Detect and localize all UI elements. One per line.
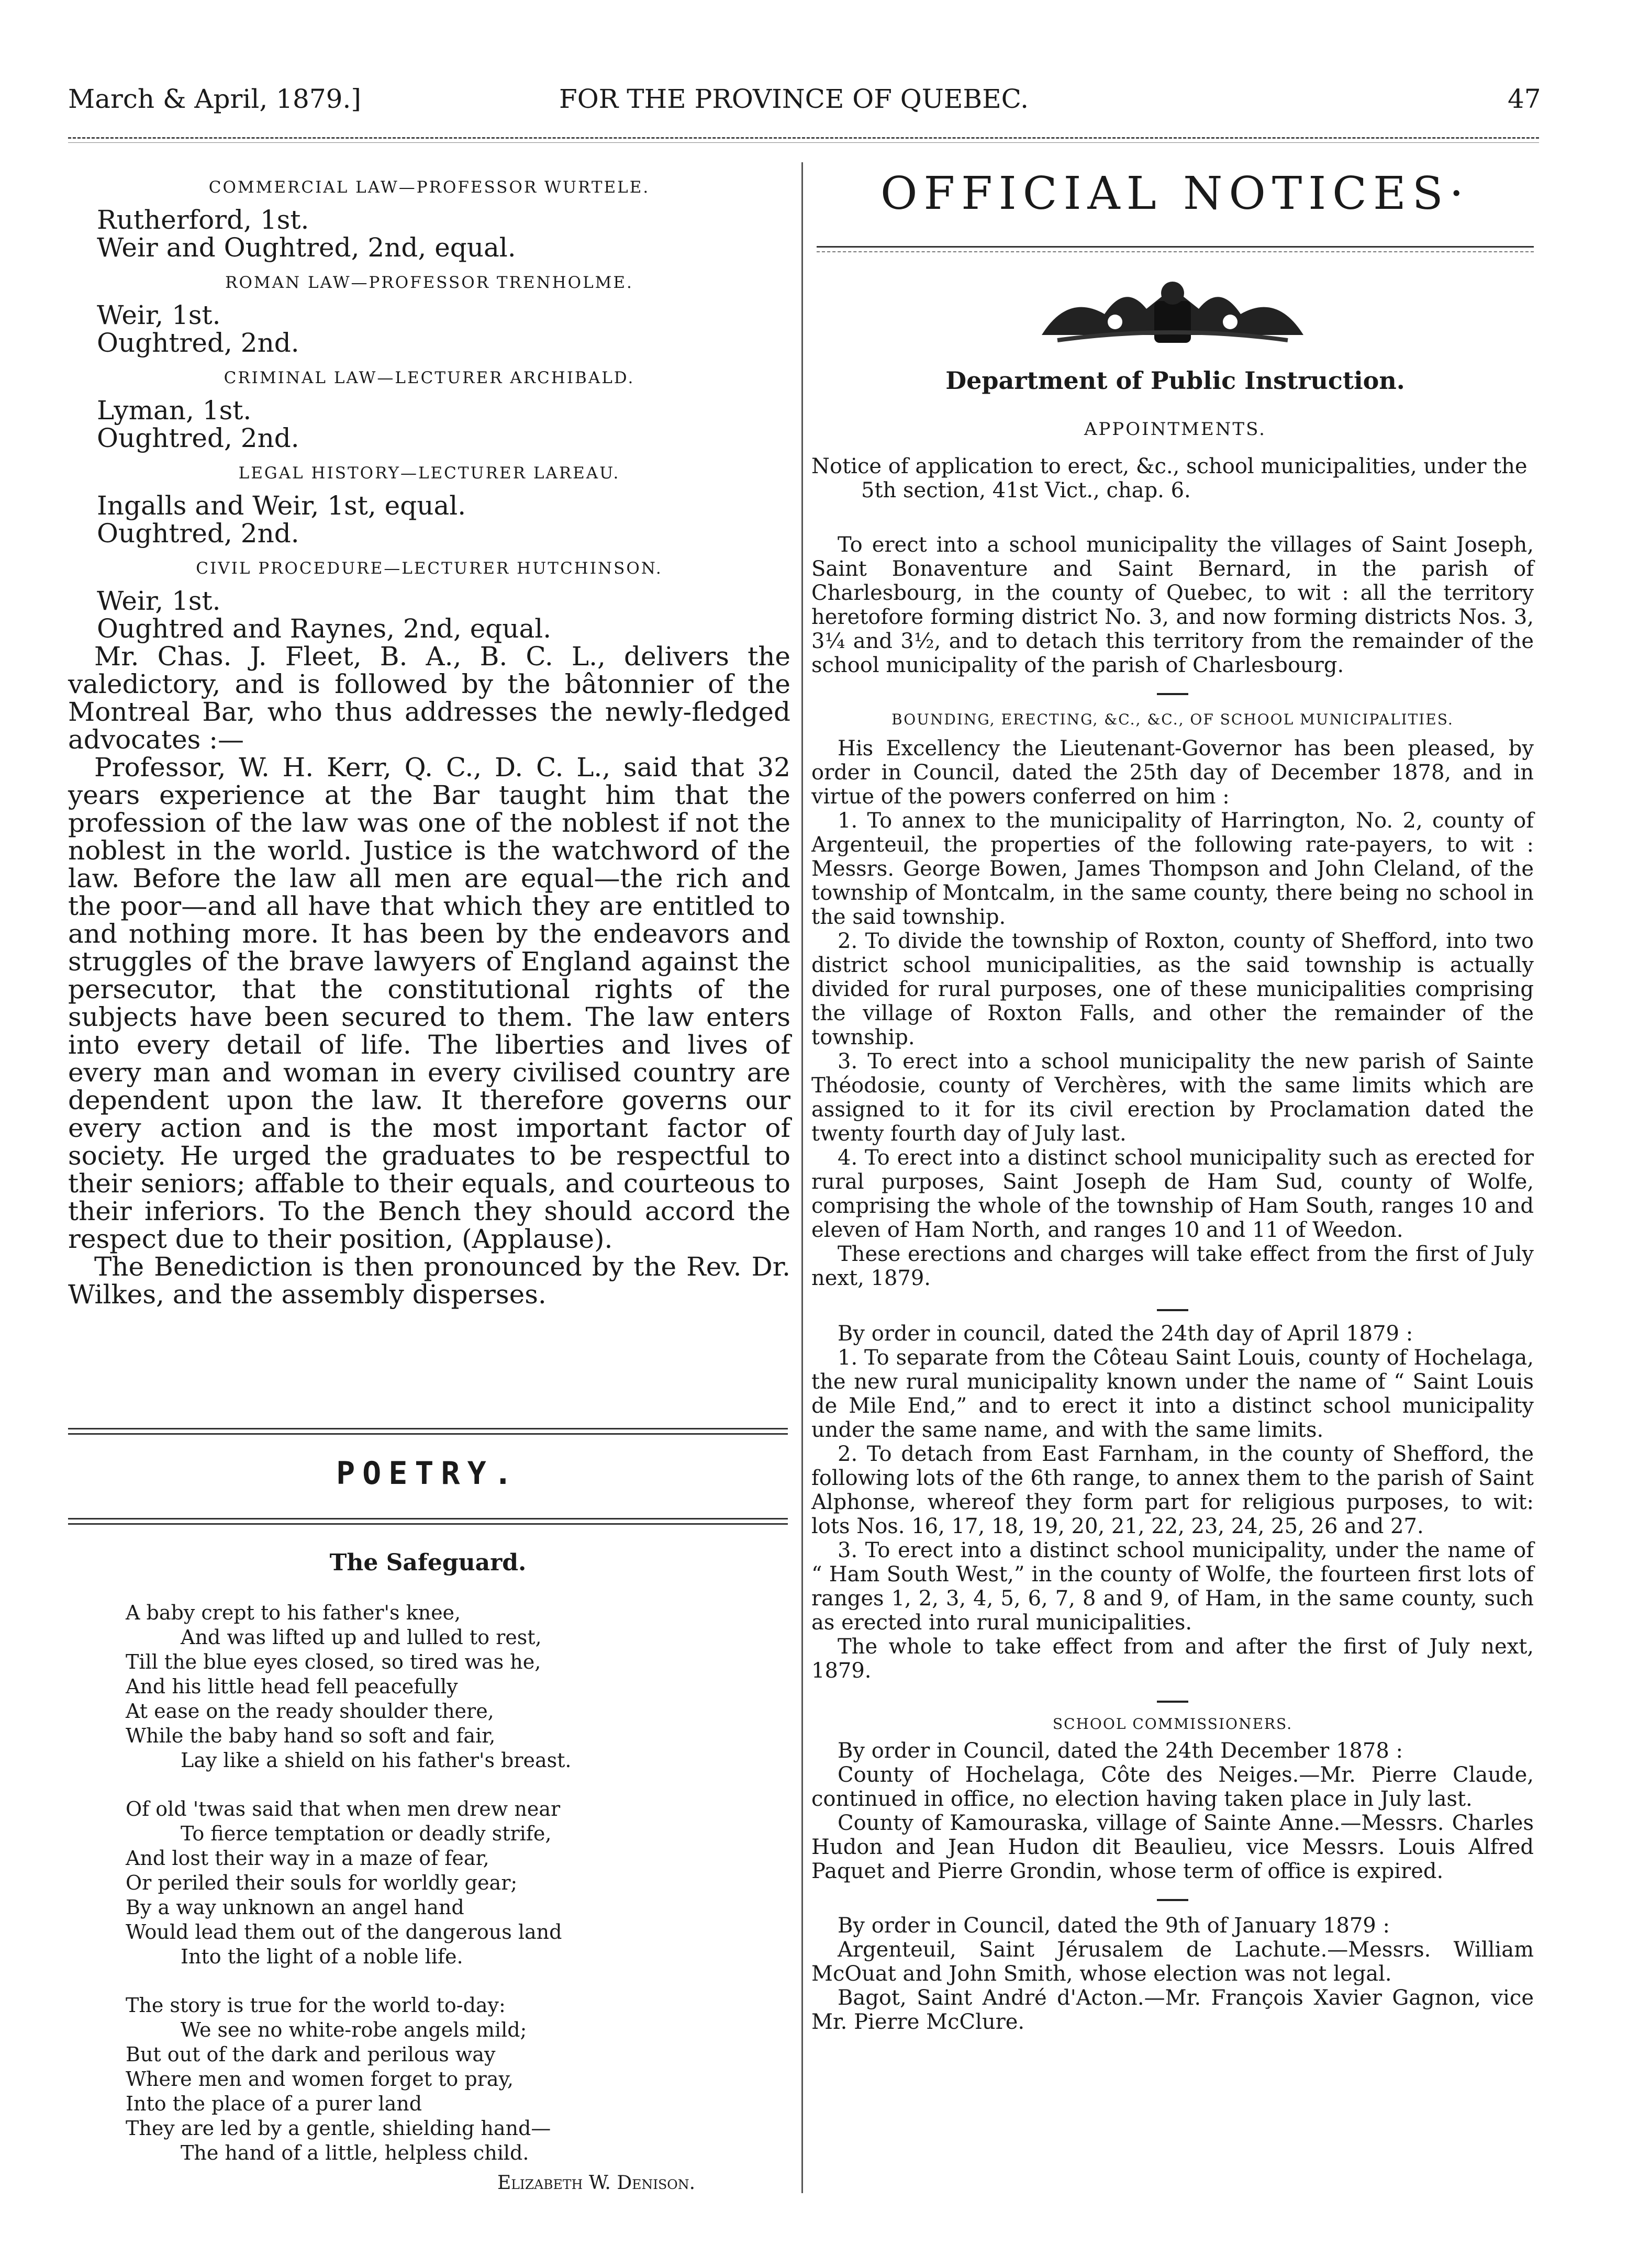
poem-line: Into the light of a noble life. <box>181 1945 463 1968</box>
course-heading: ROMAN LAW—PROFESSOR TRENHOLME. <box>225 273 633 292</box>
bounding-item: 2. To divide the township of Roxton, county of Shefford, into two district school municipalities, as the said township is actually divided for rural purposes, one of these municipalities comprising the village of Roxton Falls, and other the remainder of the township. <box>811 929 1534 1049</box>
poem-line: Into the place of a purer land <box>126 2092 422 2115</box>
april-item: 2. To detach from East Farnham, in the county of Shefford, the following lots of the 6th range, to annex them to the parish of Saint Alphonse, whereof they form part for religious purposes, to wit: lots Nos. 16, 17, 18, 19, 20, 21, 22, 23, 24, 25, 26 and 27. <box>811 1442 1534 1538</box>
poem-line: And was lifted up and lulled to rest, <box>181 1626 542 1649</box>
poetry-rule-top-2 <box>68 1433 788 1435</box>
bounding-item: 3. To erect into a school municipality the new parish of Sainte Théodosie, county of Verchères, with the same limits which are assigned to it for its civil erection by Proclamation dated the twenty fourth day of July last. <box>811 1049 1534 1146</box>
april-item: The whole to take effect from and after the first of July next, 1879. <box>811 1635 1534 1683</box>
poem-line: By a way unknown an angel hand <box>126 1896 464 1919</box>
commissioners-heading: SCHOOL COMMISSIONERS. <box>1052 1715 1293 1733</box>
poem-body <box>126 1601 785 2165</box>
left-column <box>68 178 790 1309</box>
poem-author: Elizabeth W. Denison. <box>497 2172 696 2194</box>
poem-line: A baby crept to his father's knee, <box>126 1601 461 1624</box>
exam-results <box>68 178 790 643</box>
course-heading: CIVIL PROCEDURE—LECTURER HUTCHINSON. <box>196 559 663 578</box>
bounding-heading: BOUNDING, ERECTING, &C., &C., OF SCHOOL MUNICIPALITIES. <box>891 711 1454 728</box>
paragraph-1: To erect into a school municipality the villages of Saint Joseph, Saint Bonaventure and Saint Bernard, in the parish of Charlesbourg, in the county of Quebec, to wit : all the territory heretofore forming district No. 3, and now forming districts Nos. 3, 3¼ and 3½, and to detach this territory from the remainder of the school municipality of the parish of Charlesbourg. <box>811 533 1534 677</box>
january-items <box>811 1938 1534 2034</box>
commissioners-items <box>811 1763 1534 1883</box>
poem-line: And his little head fell peacefully <box>126 1675 458 1698</box>
paragraph: Mr. Chas. J. Fleet, B. A., B. C. L., delivers the valedictory, and is followed by the bâtonnier of the Montreal Bar, who thus addresses the newly-fledged advocates :— <box>68 641 790 755</box>
commissioners-intro: By order in Council, dated the 24th December 1878 : <box>838 1739 1403 1763</box>
april-items <box>811 1346 1534 1683</box>
paragraph: Professor, W. H. Kerr, Q. C., D. C. L., said that 32 years experience at the Bar taught him that the profession of the law was one of the noblest if not the noblest in the world. Justice is the watchword of the law. Before the law all men are equal—the rich and the poor—and all have that which they are entitled to and nothing more. It has been by the endeavors and struggles of the brave lawyers of England against the persecutor, that the constitutional rights of the subjects have been secured to them. The law enters into every detail of life. The liberties and lives of every man and woman in every civilised country are dependent upon the law. It therefore governs our every action and is the most important factor of society. He urged the graduates to be respectful to their seniors; affable to their equals, and courteous to their inferiors. To the Bench they should accord the respect due to their position, (Applause). <box>68 752 790 1254</box>
january-item: Bagot, Saint André d'Acton.—Mr. François Xavier Gagnon, vice Mr. Pierre McClure. <box>811 1986 1534 2034</box>
poem-line: And lost their way in a maze of fear, <box>126 1847 489 1870</box>
poem-line: The story is true for the world to-day: <box>126 1994 506 2017</box>
header-rule <box>68 137 1539 139</box>
header-rule-thin <box>68 142 1539 143</box>
paragraph: The Benediction is then pronounced by the Rev. Dr. Wilkes, and the assembly disperses. <box>68 1252 790 1310</box>
poem-line: We see no white-robe angels mild; <box>181 2018 527 2041</box>
official-notices-title: OFFICIAL NOTICES· <box>880 167 1470 220</box>
bounding-items <box>811 809 1534 1290</box>
page-number: 47 <box>1508 84 1541 114</box>
notices-rule-2 <box>817 251 1534 252</box>
poem-line: Of old 'twas said that when men drew near <box>126 1797 561 1820</box>
bounding-item: 1. To annex to the municipality of Harrington, No. 2, county of Argenteuil, the properties of the following rate-payers, to wit : Messrs. George Bowen, James Thompson and John Cleland, of the township of Montcalm, in the same county, there being no school in the said township. <box>811 809 1534 929</box>
commissioner-item: County of Kamouraska, village of Sainte Anne.—Messrs. Charles Hudon and Jean Hudon dit Beaulieu, vice Messrs. Louis Alfred Paquet and Pierre Grondin, whose term of office is expired. <box>811 1811 1534 1883</box>
column-divider <box>801 162 803 2193</box>
april-item: 3. To erect into a distinct school municipality, under the name of “ Ham South West,” in the county of Wolfe, the fourteen first lots of ranges 1, 2, 3, 4, 5, 6, 7, 8 and 9, of Ham, in the same county, such as erected into rural municipalities. <box>811 1538 1534 1635</box>
result-line: Ingalls and Weir, 1st, equal. <box>97 490 466 521</box>
bounding-item: These erections and charges will take effect from the first of July next, 1879. <box>811 1242 1534 1290</box>
january-item: Argenteuil, Saint Jérusalem de Lachute.—Messrs. William McOuat and John Smith, whose election was not legal. <box>811 1938 1534 1986</box>
result-line: Weir, 1st. <box>97 300 221 330</box>
january-intro: By order in Council, dated the 9th of January 1879 : <box>838 1914 1390 1938</box>
poem-line: Till the blue eyes closed, so tired was he, <box>126 1650 541 1673</box>
poem-line: While the baby hand so soft and fair, <box>126 1724 496 1747</box>
poem-title: The Safeguard. <box>329 1549 527 1576</box>
result-line: Oughtred, 2nd. <box>97 518 299 549</box>
result-line: Weir and Oughtred, 2nd, equal. <box>97 232 516 263</box>
poem-line: Where men and women forget to pray, <box>126 2068 514 2091</box>
appointments-heading: APPOINTMENTS. <box>1084 419 1266 440</box>
poem-line: They are led by a gentle, shielding hand— <box>126 2117 551 2140</box>
poem-line: But out of the dark and perilous way <box>126 2043 496 2066</box>
poetry-heading: POETRY. <box>336 1455 520 1492</box>
valedictory-text <box>68 643 790 1309</box>
commissioner-item: County of Hochelaga, Côte des Neiges.—Mr. Pierre Claude, continued in office, no election having taken place in July last. <box>811 1763 1534 1811</box>
header-title: FOR THE PROVINCE OF QUEBEC. <box>559 84 1029 114</box>
course-heading: LEGAL HISTORY—LECTURER LAREAU. <box>238 464 620 483</box>
notice-text: Notice of application to erect, &c., school municipalities, under the 5th section, 41st Vict., chap. 6. <box>811 454 1528 502</box>
poetry-rule-top <box>68 1428 788 1429</box>
poem-line: Lay like a shield on his father's breast. <box>181 1749 572 1772</box>
result-line: Oughtred, 2nd. <box>97 423 299 453</box>
result-line: Lyman, 1st. <box>97 395 252 426</box>
header-date: March & April, 1879.] <box>68 84 361 114</box>
bounding-item: 4. To erect into a distinct school municipality such as erected for rural purposes, Saint Joseph de Ham Sud, county of Wolfe, comprising the whole of the township of Ham South, ranges 10 and eleven of Ham North, and ranges 10 and 11 of Weedon. <box>811 1146 1534 1242</box>
course-heading: CRIMINAL LAW—LECTURER ARCHIBALD. <box>224 368 635 387</box>
poem-line: Would lead them out of the dangerous land <box>126 1920 562 1943</box>
result-line: Weir, 1st. <box>97 586 221 616</box>
poetry-rule-bottom <box>68 1518 788 1520</box>
april-item: 1. To separate from the Côteau Saint Louis, county of Hochelaga, the new rural municipality known under the name of “ Saint Louis de Mile End,” and to erect it into a distinct school municipality under the same name, and with the same limits. <box>811 1346 1534 1442</box>
april-intro: By order in council, dated the 24th day of April 1879 : <box>838 1322 1413 1346</box>
right-column <box>811 454 1534 2034</box>
poem-line: Or periled their souls for worldly gear; <box>126 1871 518 1894</box>
poem-line: To fierce temptation or deadly strife, <box>181 1822 552 1845</box>
notices-rule <box>817 246 1534 248</box>
result-line: Oughtred and Raynes, 2nd, equal. <box>97 613 552 644</box>
coat-of-arms-icon <box>1036 272 1309 351</box>
bounding-intro: His Excellency the Lieutenant-Governor has been pleased, by order in Council, dated the 25th day of December 1878, and in virtue of the powers conferred on him : <box>811 736 1534 809</box>
poem-line: At ease on the ready shoulder there, <box>126 1700 494 1723</box>
poetry-rule-bottom-2 <box>68 1523 788 1525</box>
poem-line: The hand of a little, helpless child. <box>181 2141 529 2164</box>
result-line: Oughtred, 2nd. <box>97 328 299 358</box>
result-line: Rutherford, 1st. <box>97 205 309 235</box>
department-heading: Department of Public Instruction. <box>945 366 1405 395</box>
course-heading: COMMERCIAL LAW—PROFESSOR WURTELE. <box>208 178 650 197</box>
